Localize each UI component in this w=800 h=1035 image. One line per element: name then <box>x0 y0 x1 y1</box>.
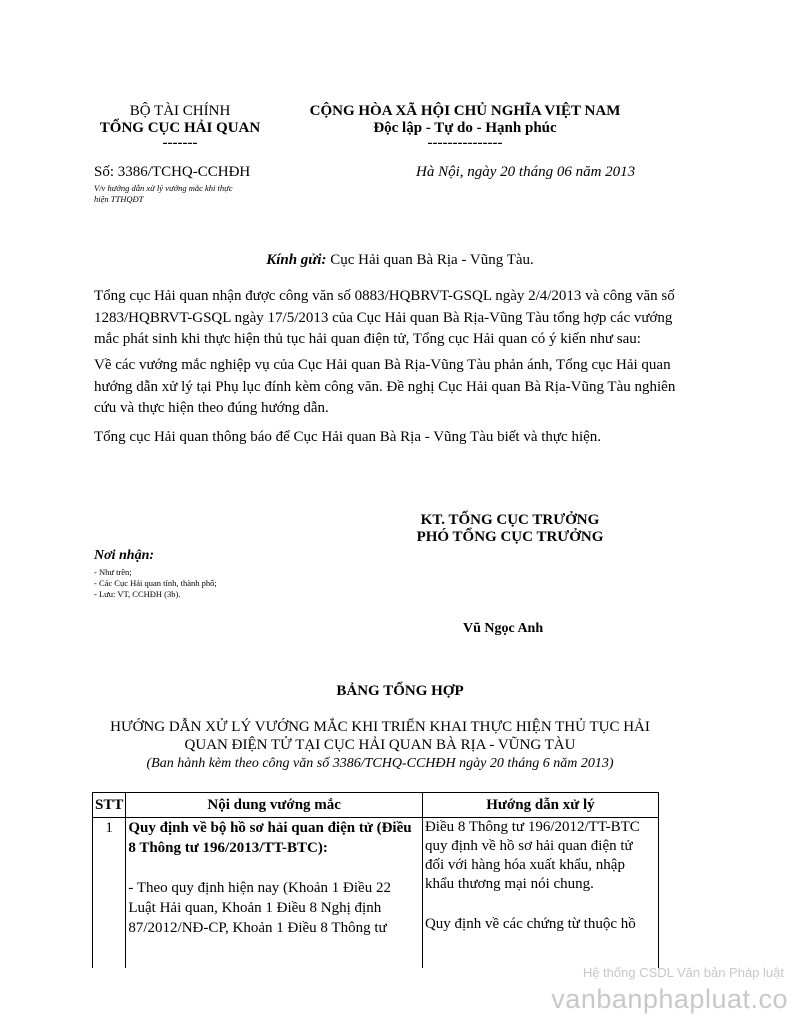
table-cell-stt: 1 <box>93 818 126 969</box>
table-header-issue: Nội dung vướng mắc <box>126 793 423 818</box>
issue-heading-line: Quy định về bộ hồ sơ hải quan điện tử (Điều <box>128 820 412 836</box>
body-paragraph-2 <box>94 355 734 420</box>
table-row <box>93 818 659 969</box>
recipient-line <box>0 252 800 269</box>
table-cell-issue <box>126 818 423 969</box>
header-left-divider: ------- <box>162 135 198 151</box>
appendix-subtitle <box>0 718 760 754</box>
body-line: 1283/HQBRVT-GSQL ngày 17/5/2013 của Cục Hải quan Bà Rịa-Vũng Tàu tổng hợp các vướng <box>94 309 673 326</box>
issue-heading-line: 8 Thông tư 196/2013/TT-BTC): <box>128 840 328 856</box>
body-line: cứu và thực hiện theo đúng hướng dẫn. <box>94 400 329 416</box>
place-and-date: Hà Nội, ngày 20 tháng 06 năm 2013 <box>416 164 636 180</box>
signature-title: KT. TỔNG CỤC TRƯỞNG <box>420 512 600 528</box>
body-line: hướng dẫn xử lý tại Phụ lục đính kèm công văn. Đề nghị Cục Hải quan Bà Rịa-Vũng Tàu nghiên <box>94 378 676 395</box>
summary-table <box>92 792 659 968</box>
country-name: CỘNG HÒA XÃ HỘI CHỦ NGHĨA VIỆT NAM <box>309 103 621 119</box>
document-header-right <box>300 103 630 150</box>
recipients-list-item: - Lưu: VT, CCHĐH (3b). <box>94 589 181 599</box>
table-header-stt: STT <box>93 793 126 818</box>
guidance-text-line: đối với hàng hóa xuất khẩu, nhập <box>424 857 625 873</box>
recipients-list-item: - Như trên; <box>94 567 132 577</box>
recipient-label: Kính gửi: <box>266 252 327 268</box>
department-name: TỔNG CỤC HẢI QUAN <box>99 120 261 136</box>
document-subject-line: hiện TTHQĐT <box>94 194 144 204</box>
guidance-text-line: khẩu thương mại nói chung. <box>424 876 594 892</box>
guidance-text-line: Quy định về các chứng từ thuộc hồ <box>424 916 636 932</box>
ministry-name: BỘ TÀI CHÍNH <box>129 103 231 119</box>
signature-block <box>380 512 640 546</box>
table-cell-guidance <box>422 818 658 969</box>
document-number: Số: 3386/TCHQ-CCHĐH <box>94 164 251 180</box>
body-line: Tổng cục Hải quan nhận được công văn số 0883/HQBRVT-GSQL ngày 2/4/2013 và công văn số <box>94 288 675 304</box>
recipients-list-item: - Các Cục Hải quan tỉnh, thành phố; <box>94 578 217 588</box>
body-line: mắc phát sinh khi thực hiện thủ tục hải quan điện tử, Tổng cục Hải quan có ý kiến như sau: <box>94 331 641 347</box>
signer-name: Vũ Ngọc Anh <box>463 621 544 636</box>
table-header-row <box>93 793 659 818</box>
table-header-guidance: Hướng dẫn xử lý <box>422 793 658 818</box>
issue-text-line: 87/2012/NĐ-CP, Khoản 1 Điều 8 Thông tư <box>128 920 387 936</box>
body-line: Về các vướng mắc nghiệp vụ của Cục Hải quan Bà Rịa-Vũng Tàu phản ánh, Tổng cục Hải quan <box>94 357 671 373</box>
recipients-list <box>94 567 217 600</box>
watermark-caption: Hệ thống CSDL Văn bản Pháp luật <box>582 965 784 980</box>
appendix-subtitle-line: HƯỚNG DẪN XỬ LÝ VƯỚNG MẮC KHI TRIỂN KHAI THỰC HIỆN THỦ TỤC HẢI <box>110 719 650 735</box>
watermark-site: vanbanphapluat.co <box>551 984 788 1014</box>
body-paragraph-1 <box>94 286 734 351</box>
appendix-subtitle-line: QUAN ĐIỆN TỬ TẠI CỤC HẢI QUAN BÀ RỊA - VŨNG TÀU <box>184 737 576 753</box>
national-motto: Độc lập - Tự do - Hạnh phúc <box>373 120 557 136</box>
issue-text-line: - Theo quy định hiện nay (Khoản 1 Điều 22 <box>128 880 391 896</box>
issue-text-line: Luật Hải quan, Khoản 1 Điều 8 Nghị định <box>128 900 382 916</box>
signature-subtitle: PHÓ TỔNG CỤC TRƯỞNG <box>416 529 604 545</box>
document-header-left <box>80 103 280 150</box>
guidance-text-line: Điều 8 Thông tư 196/2012/TT-BTC <box>424 819 640 835</box>
document-subject-line: V/v hướng dẫn xử lý vướng mắc khi thực <box>94 183 233 193</box>
body-paragraph-3: Tổng cục Hải quan thông báo để Cục Hải quan Bà Rịa - Vũng Tàu biết và thực hiện. <box>94 429 602 445</box>
guidance-text-line: quy định về hồ sơ hải quan điện tử <box>424 838 633 854</box>
appendix-title: BẢNG TỔNG HỢP <box>336 683 464 699</box>
header-right-divider: --------------- <box>427 135 503 151</box>
document-subject <box>94 183 294 205</box>
appendix-note: (Ban hành kèm theo công văn số 3386/TCHQ-CCHĐH ngày 20 tháng 6 năm 2013) <box>146 756 614 771</box>
recipient-name: Cục Hải quan Bà Rịa - Vũng Tàu. <box>326 252 534 268</box>
recipients-list-title: Nơi nhận: <box>94 548 155 563</box>
